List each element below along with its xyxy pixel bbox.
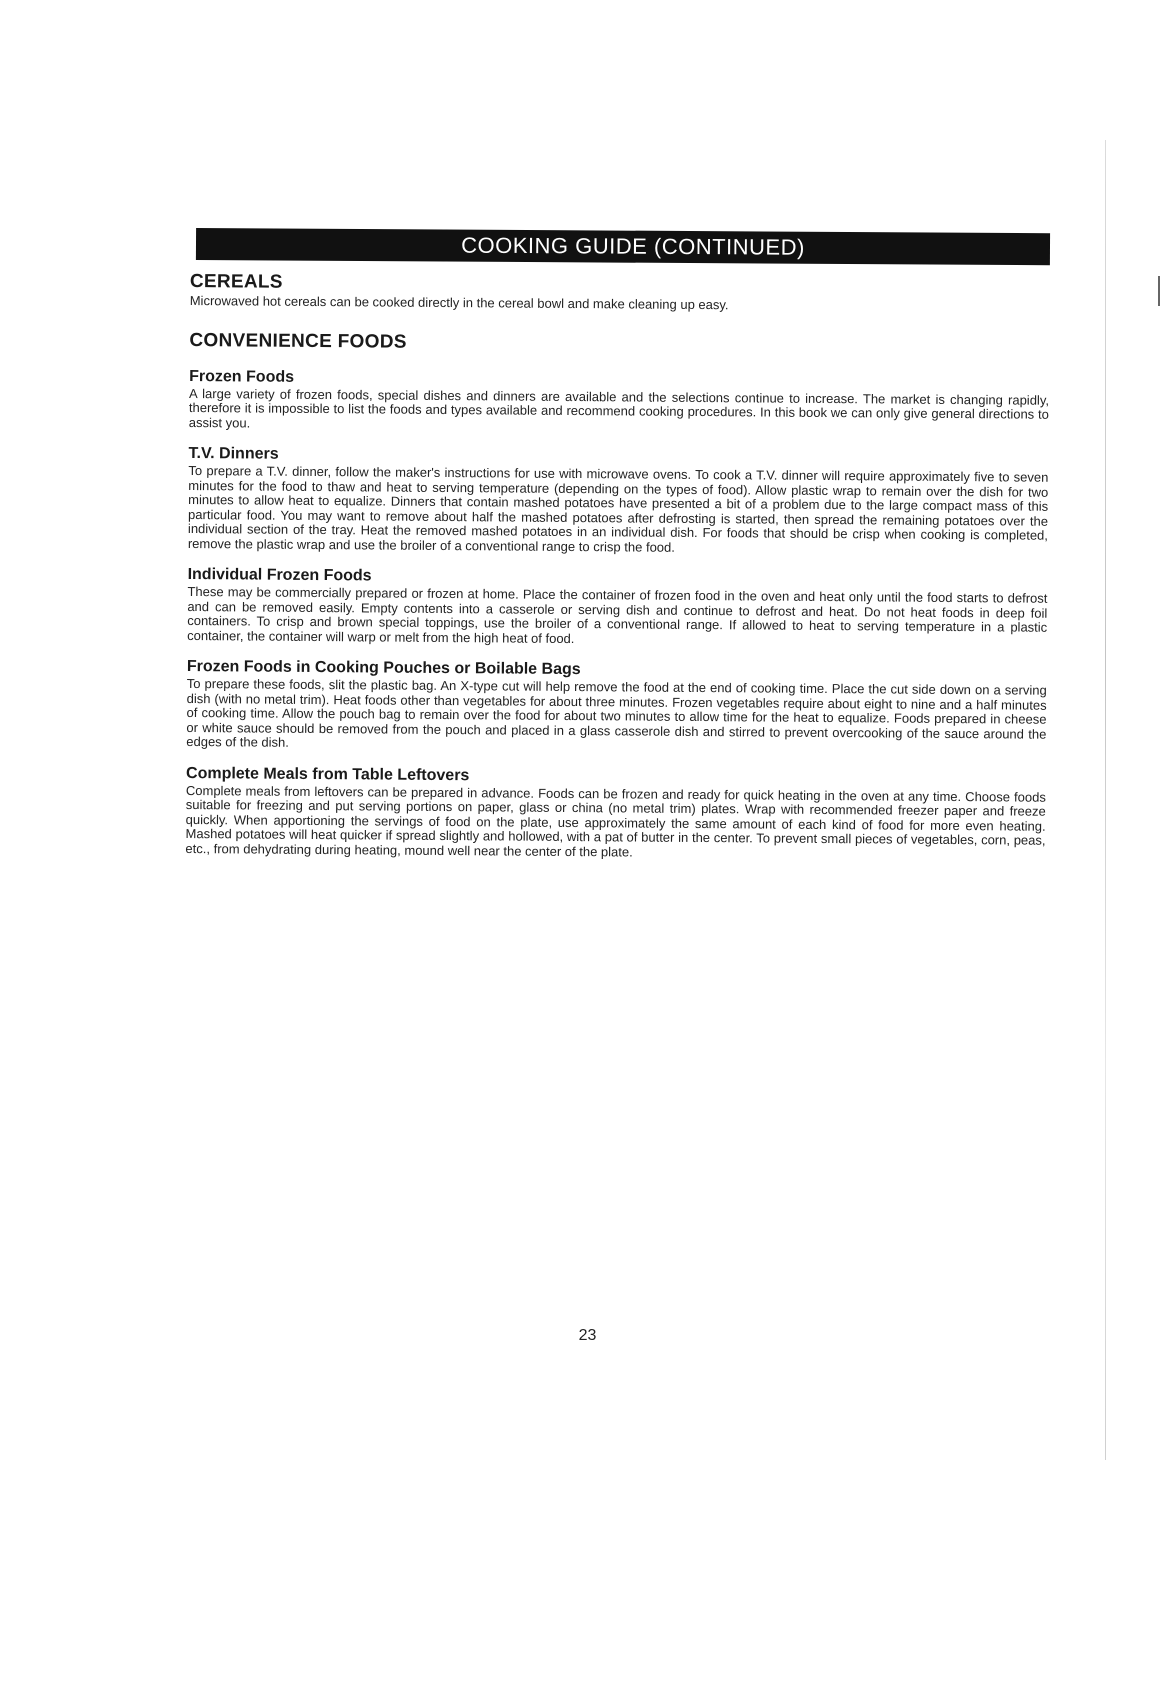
section-banner xyxy=(196,228,1050,265)
table-leftovers-text: Complete meals from leftovers can be prepared in advance. Foods can be frozen and ready for quick heating in the oven at any time. Choose foods suitable for freezing and put serving portions on paper, glass or china (no metal trim) plates. Wrap with recommended freezer paper and freeze quickly. When apportioning the servings of food on the plate, use approximately the same amount of each kind of food for more even heating. Mashed potatoes will heat quicker if spread slightly and hollowed, with a pat of butter in the center. To prevent small pieces of vegetables, corn, peas, etc., from dehydrating during heating, mound well near the center of the plate. xyxy=(185,782,1046,859)
page-number: 23 xyxy=(578,1327,597,1344)
page-edge-shadow xyxy=(1105,140,1106,1460)
frozen-foods-text: A large variety of frozen foods, special dishes and dinners are available and the selections continue to increase. The market is changing rapidly, therefore it is impossible to list the foods and types available and recommend cooking procedures. In this book we can only give general directions to assist you. xyxy=(188,385,1050,430)
individual-frozen-foods-heading: Individual Frozen Foods xyxy=(187,565,372,585)
cereals-text: Microwaved hot cereals can be cooked directly in the cereal bowl and make cleaning up easy. xyxy=(189,292,729,313)
tv-dinners-text: To prepare a T.V. dinner, follow the maker's instructions for use with microwave ovens. To cook a T.V. dinner will require approximately five to seven minutes for the food to thaw and heat to serving temperature (depending on the types of food). Allow plastic wrap to remain over the dish for two minutes to allow heat to equalize. Dinners that contain mashed potatoes have presented a bit of a problem due to the large compact mass of this particular food. You may want to remove about half the mashed potatoes after defrosting is started, then spread the remaining potatoes over the individual section of the tray. Heat the removed mashed potatoes in an individual dish. For foods that should be crisp when cooking is completed, remove the plastic wrap and use the broiler of a conventional range to crisp the food. xyxy=(187,462,1049,555)
banner-title: COOKING GUIDE (CONTINUED) xyxy=(461,232,805,260)
cooking-pouches-text: To prepare these foods, slit the plastic bag. An X-type cut will help remove the food at the end of cooking time. Place the cut side down on a serving dish (with no metal trim). Heat foods other than vegetables for about three minutes. Frozen vegetables require about eight to nine and a half minutes of cooking time. Allow the pouch bag to remain over the food for about two minutes to allow time for the heat to equalize. Foods prepared in cheese or white sauce should be removed from the pouch and placed in a glass casserole dish and stirred to prevent overcooking of the sauce around the edges of the dish. xyxy=(186,675,1047,750)
page-content xyxy=(185,270,1050,863)
frozen-foods-heading: Frozen Foods xyxy=(189,367,295,386)
table-leftovers-heading: Complete Meals from Table Leftovers xyxy=(185,764,470,784)
page-edge-mark xyxy=(1158,276,1160,306)
cooking-pouches-heading: Frozen Foods in Cooking Pouches or Boilable Bags xyxy=(186,657,581,679)
cereals-heading: CEREALS xyxy=(189,270,283,293)
convenience-foods-heading: CONVENIENCE FOODS xyxy=(189,329,407,353)
tv-dinners-heading: T.V. Dinners xyxy=(188,444,279,463)
individual-frozen-foods-text: These may be commercially prepared or frozen at home. Place the container of frozen food in the oven and heat only until the food starts to defrost and can be removed easily. Empty contents into a casserole or serving dish and continue to defrost and heat. Do not heat foods in deep foil containers. To crisp and brown special toppings, use the broiler of a conventional range. If allowed to heat to serving temperature in a plastic container, the container will warp or melt from the high heat of food. xyxy=(187,583,1048,646)
